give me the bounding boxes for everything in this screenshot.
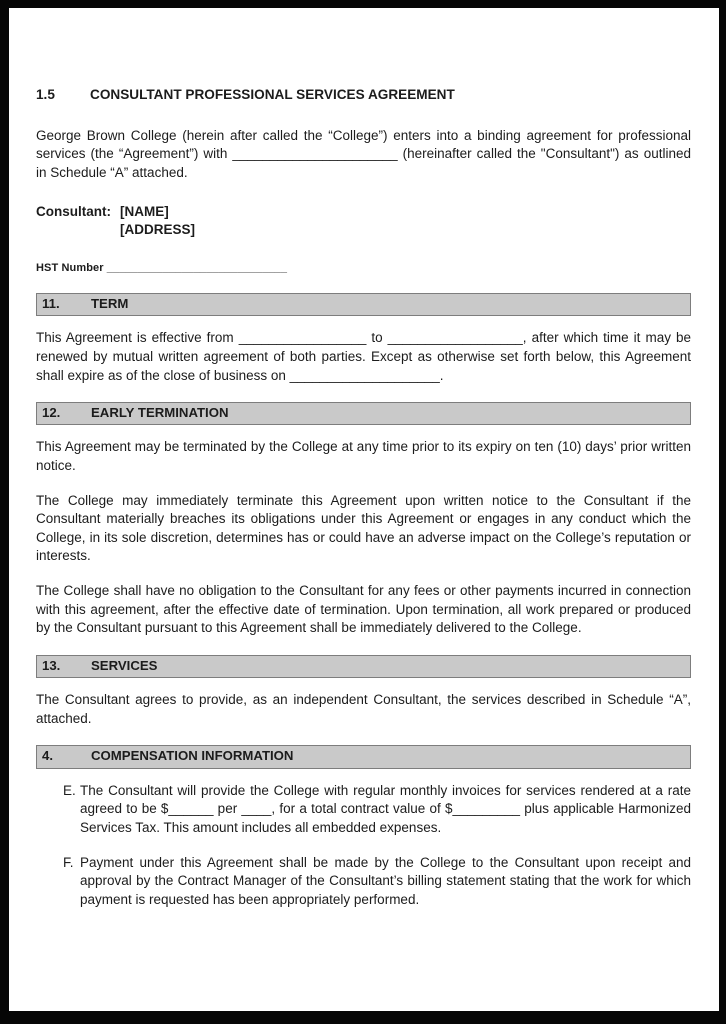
hst-number-label: HST Number	[36, 261, 104, 274]
list-item-text: Payment under this Agreement shall be made by the College to the Consultant upon receipt and approval by the Contract Manager of the Consultant’s billing statement stating that the work for which payment is requested has been appropriately performed.	[80, 854, 691, 907]
document-title	[36, 86, 691, 105]
section-number: 11.	[42, 296, 60, 312]
hst-number-blank-field: _____________________________	[106, 261, 288, 274]
consultant-values	[120, 203, 195, 240]
document-page	[9, 8, 719, 1011]
section-number: 4.	[42, 748, 53, 764]
list-marker: E.	[63, 782, 76, 798]
compensation-item-e	[63, 782, 691, 838]
hst-number-row	[36, 261, 691, 276]
document-title-text: CONSULTANT PROFESSIONAL SERVICES AGREEMENT	[90, 87, 455, 102]
consultant-name-placeholder: [NAME]	[120, 203, 169, 219]
early-termination-paragraph-2: The College may immediately terminate this Agreement upon written notice to the Consultant if the Consultant materially breaches its obligations under this Agreement or engages in any conduct which the College, in its sole discretion, determines has or could have an adverse impact on the College’s reputation or interests.	[36, 492, 691, 564]
early-termination-paragraph-1: This Agreement may be terminated by the College at any time prior to its expiry on ten (10) days’ prior written notice.	[36, 439, 691, 473]
list-item-text: The Consultant will provide the College with regular monthly invoices for services rendered at a rate agreed to be $______ per ____, for a total contract value of $_________ plus applicable Harmonized Services Tax. This amount includes all embedded expenses.	[80, 782, 691, 835]
section-heading-text: SERVICES	[91, 657, 158, 673]
section-heading-text: EARLY TERMINATION	[91, 405, 229, 421]
consultant-label: Consultant:	[36, 203, 111, 219]
section-heading-term	[36, 293, 691, 316]
section-heading-text: COMPENSATION INFORMATION	[91, 748, 294, 764]
section-heading-early-termination	[36, 402, 691, 425]
early-termination-paragraph-3: The College shall have no obligation to the Consultant for any fees or other payments incurred in connection with this agreement, after the effective date of termination. Upon termination, all work prepared or produced by the Consultant pursuant to this Agreement shall be immediately delivered to the College.	[36, 583, 691, 636]
section-heading-services	[36, 655, 691, 678]
consultant-address-placeholder: [ADDRESS]	[120, 222, 196, 238]
document-content	[9, 8, 719, 909]
section-heading-text: TERM	[91, 296, 129, 312]
compensation-item-f	[63, 854, 691, 910]
list-marker: F.	[63, 854, 74, 870]
section-number: 13.	[42, 657, 61, 673]
consultant-block	[36, 203, 691, 240]
document-title-number: 1.5	[36, 87, 55, 102]
section-heading-compensation-information	[36, 745, 691, 768]
services-paragraph: The Consultant agrees to provide, as an independent Consultant, the services described in Schedule “A”, attached.	[36, 692, 691, 726]
section-number: 12.	[42, 405, 61, 421]
term-paragraph: This Agreement is effective from _________________ to __________________, after which time it may be renewed by mutual written agreement of both parties. Except as otherwise set forth below, this Agreement shall expire as of the close of business on ____________________.	[36, 330, 691, 383]
intro-paragraph: George Brown College (herein after called the “College”) enters into a binding agreement for professional services (the “Agreement”) with ______________________ (hereinafter called the "Consultant") as outlined in Schedule “A” attached.	[36, 127, 691, 180]
